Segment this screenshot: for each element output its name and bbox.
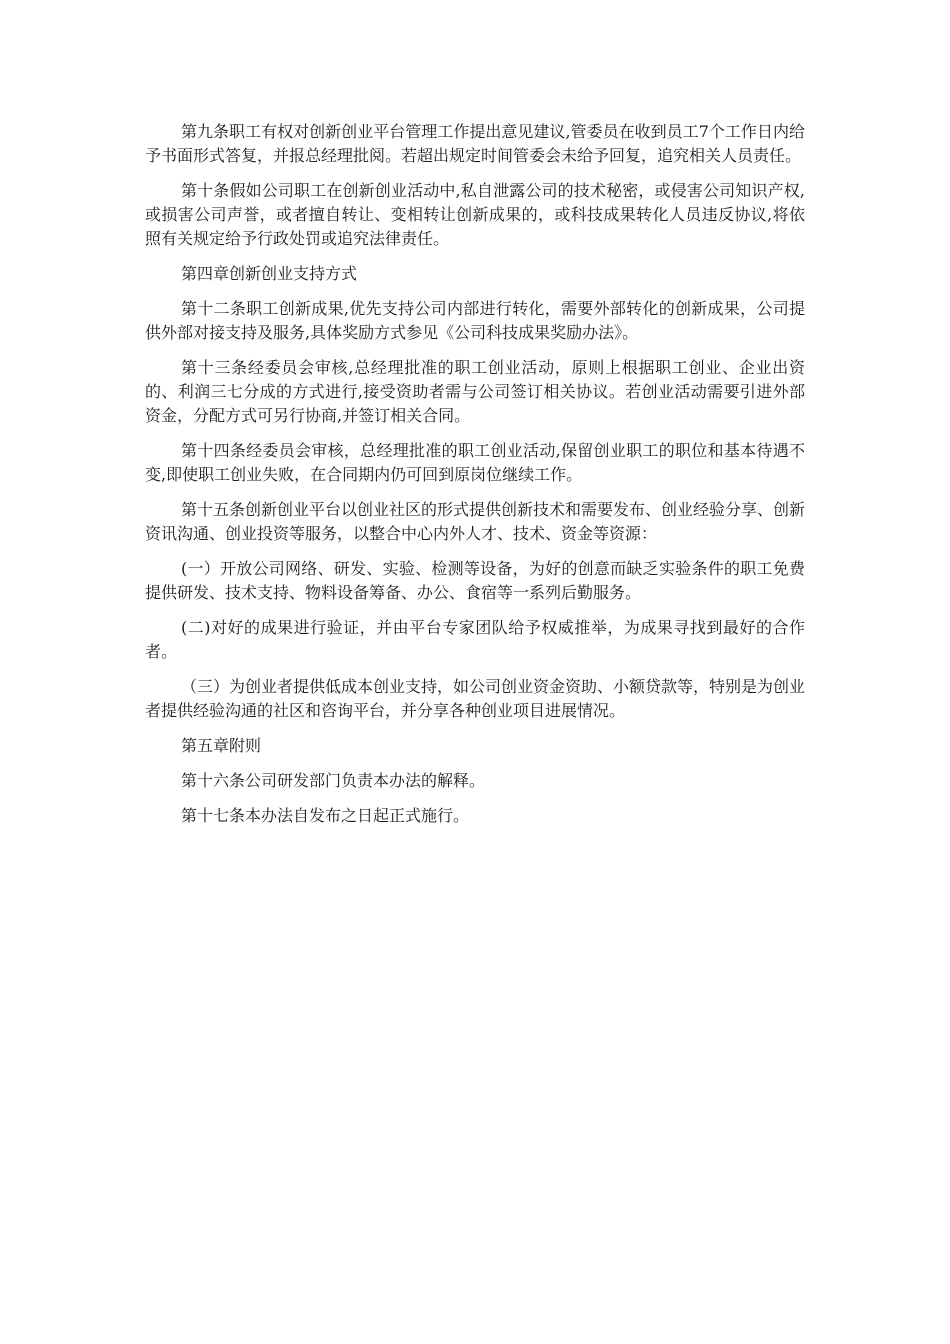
article-15-item-2: (二)对好的成果进行验证，并由平台专家团队给予权威推举，为成果寻找到最好的合作者。 [145, 618, 805, 661]
article-12: 第十二条职工创新成果,优先支持公司内部进行转化，需要外部转化的创新成果，公司提供外部对接支持及服务,具体奖励方式参见《公司科技成果奖励办法》。 [145, 299, 805, 342]
article-10: 第十条假如公司职工在创新创业活动中,私自泄露公司的技术秘密，或侵害公司知识产权,或损害公司声誉，或者擅自转让、变相转让创新成果的，或科技成果转化人员违反协议,将依照有关规定给予行政处罚或追究法律责任。 [145, 181, 805, 248]
chapter-5-heading: 第五章附则 [181, 736, 262, 755]
article-17: 第十七条本办法自发布之日起正式施行。 [181, 806, 470, 825]
article-16: 第十六条公司研发部门负责本办法的解释。 [181, 771, 486, 790]
article-14: 第十四条经委员会审核，总经理批准的职工创业活动,保留创业职工的职位和基本待遇不变,即使职工创业失败，在合同期内仍可回到原岗位继续工作。 [145, 441, 805, 484]
document-page [145, 120, 805, 839]
article-15-item-3: （三）为创业者提供低成本创业支持，如公司创业资金资助、小额贷款等，特别是为创业者提供经验沟通的社区和咨询平台，并分享各种创业项目进展情况。 [145, 677, 806, 720]
article-9: 第九条职工有权对创新创业平台管理工作提出意见建议,管委员在收到员工7个工作日内给予书面形式答复，并报总经理批阅。若超出规定时间管委会未给予回复，追究相关人员责任。 [145, 122, 805, 165]
chapter-4-heading: 第四章创新创业支持方式 [181, 264, 358, 283]
article-15-item-1: (一）开放公司网络、研发、实验、检测等设备，为好的创意而缺乏实验条件的职工免费提供研发、技术支持、物料设备筹备、办公、食宿等一系列后勤服务。 [145, 559, 805, 602]
article-13: 第十三条经委员会审核,总经理批准的职工创业活动，原则上根据职工创业、企业出资的、利润三七分成的方式进行,接受资助者需与公司签订相关协议。若创业活动需要引进外部资金，分配方式可另行协商,并签订相关合同。 [145, 358, 805, 425]
article-15: 第十五条创新创业平台以创业社区的形式提供创新技术和需要发布、创业经验分享、创新资讯沟通、创业投资等服务，以整合中心内外人才、技术、资金等资源： [145, 500, 806, 543]
